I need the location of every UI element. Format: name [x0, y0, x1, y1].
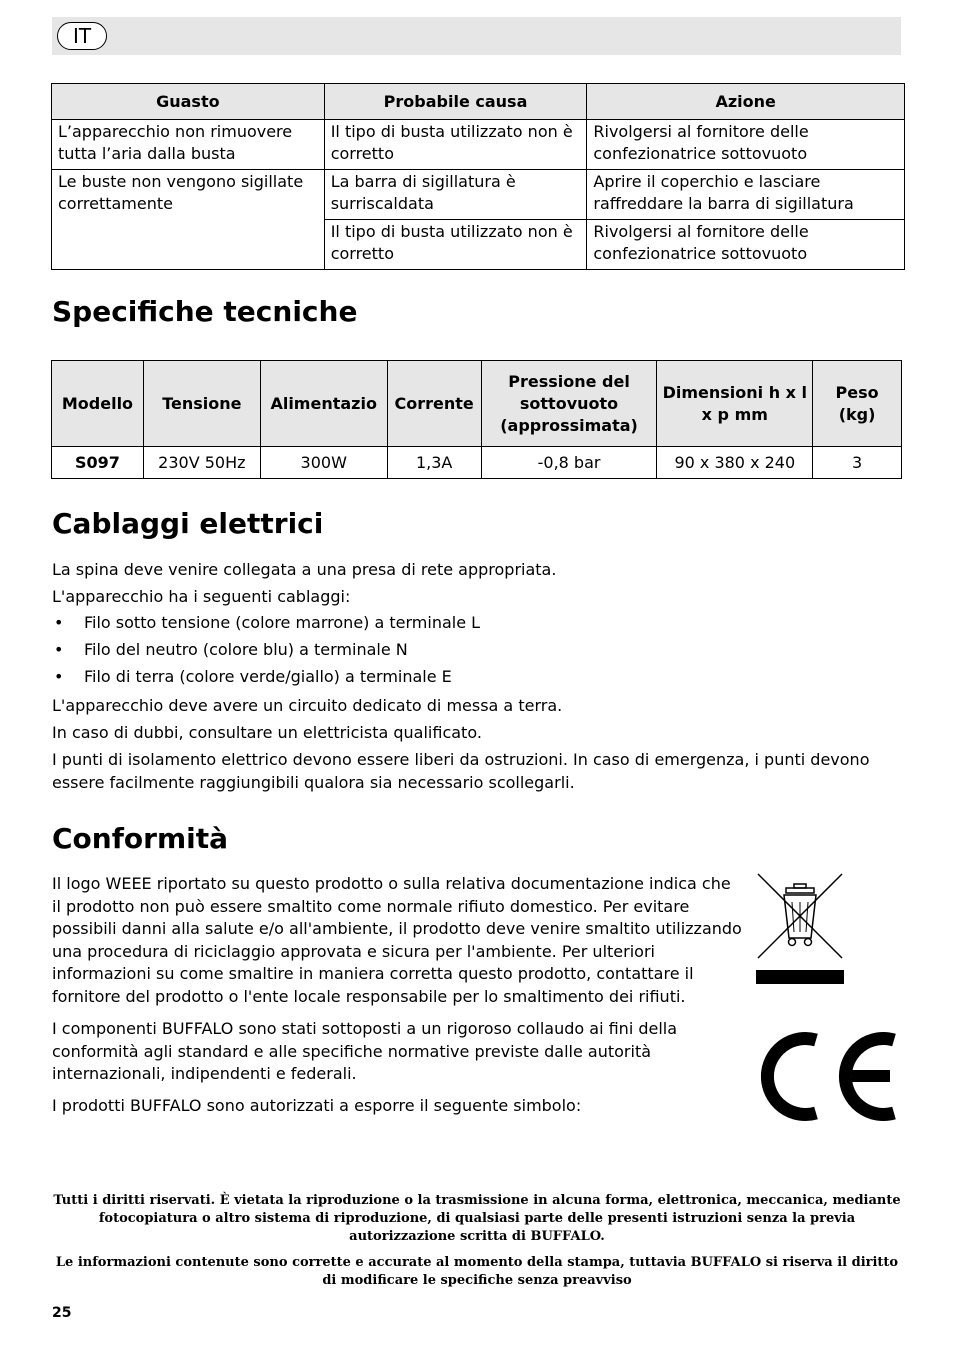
action-cell: Rivolgersi al fornitore delle confezionatrice sottovuoto — [587, 220, 905, 270]
wiring-paragraph-1: L'apparecchio deve avere un circuito dedicato di messa a terra. — [52, 696, 563, 715]
compliance-heading: Conformità — [52, 822, 228, 855]
weee-bin-icon — [756, 872, 844, 984]
table-header-row — [52, 361, 902, 447]
column-header-dimensions: Dimensioni h x l x p mm — [657, 361, 813, 447]
cause-cell: Il tipo di busta utilizzato non è corretto — [324, 120, 587, 170]
column-header-fault: Guasto — [52, 84, 325, 120]
ce-mark-icon — [754, 1030, 900, 1123]
list-item: • Filo di terra (colore verde/giallo) a terminale E — [52, 666, 480, 693]
footer-rights: Tutti i diritti riservati. È vietata la riproduzione o la trasmissione in alcuna forma, elettronica, meccanica, mediante fotocopiatura o altro sistema di riproduzione, di qualsiasi parte delle presenti istruzioni senza la previa autorizzazione scritta di BUFFALO. — [53, 1193, 901, 1244]
column-header-current: Corrente — [387, 361, 481, 447]
cause-cell: La barra di sigillatura è surriscaldata — [324, 170, 587, 220]
specs-heading: Specifiche tecniche — [52, 295, 358, 328]
specs-table — [51, 360, 902, 479]
column-header-pressure: Pressione del sottovuoto (approssimata) — [481, 361, 657, 447]
compliance-paragraph-3: I prodotti BUFFALO sono autorizzati a esporre il seguente simbolo: — [52, 1096, 582, 1115]
page-number: 25 — [52, 1305, 72, 1321]
table-row — [52, 447, 902, 479]
table-header-row — [52, 84, 905, 120]
current-cell: 1,3A — [387, 447, 481, 479]
weight-cell: 3 — [813, 447, 902, 479]
power-cell: 300W — [260, 447, 387, 479]
list-item: • Filo sotto tensione (colore marrone) a terminale L — [52, 612, 480, 639]
voltage-cell: 230V 50Hz — [143, 447, 260, 479]
column-header-action: Azione — [587, 84, 905, 120]
troubleshooting-table — [51, 83, 905, 270]
column-header-model: Modello — [52, 361, 144, 447]
column-header-cause: Probabile causa — [324, 84, 587, 120]
action-cell: Rivolgersi al fornitore delle confezionatrice sottovuoto — [587, 120, 905, 170]
compliance-paragraph-2: I componenti BUFFALO sono stati sottoposti a un rigoroso collaudo ai fini della conformità agli standard e alle specifiche normative previste dalle autorità internazionali, indipendenti e federali. — [52, 1019, 678, 1083]
model-cell: S097 — [52, 447, 144, 479]
wiring-intro-1: La spina deve venire collegata a una presa di rete appropriata. — [52, 560, 557, 579]
column-header-weight: Peso (kg) — [813, 361, 902, 447]
fault-cell: L’apparecchio non rimuovere tutta l’aria dalla busta — [52, 120, 325, 170]
language-badge: IT — [57, 22, 107, 50]
footer-info: Le informazioni contenute sono corrette e accurate al momento della stampa, tuttavia BUFFALO si riserva il diritto di modificare le specifiche senza preavviso — [55, 1255, 899, 1288]
fault-cell: Le buste non vengono sigillate correttamente — [52, 170, 325, 270]
pressure-cell: -0,8 bar — [481, 447, 657, 479]
table-row — [52, 120, 905, 170]
wiring-list — [52, 612, 480, 693]
list-item: • Filo del neutro (colore blu) a terminale N — [52, 639, 480, 666]
wiring-paragraph-3: I punti di isolamento elettrico devono essere liberi da ostruzioni. In caso di emergenza, i punti devono essere facilmente raggiungibili qualora sia necessario scollegarli. — [52, 750, 870, 792]
wiring-heading: Cablaggi elettrici — [52, 507, 324, 540]
action-cell: Aprire il coperchio e lasciare raffreddare la barra di sigillatura — [587, 170, 905, 220]
column-header-power: Alimentazio — [260, 361, 387, 447]
header-bar — [52, 17, 901, 55]
compliance-paragraph-1: Il logo WEEE riportato su questo prodotto o sulla relativa documentazione indica che il prodotto non può essere smaltito come normale rifiuto domestico. Per evitare possibili danni alla salute e/o all'ambiente, il prodotto deve venire smaltito utilizzando una procedura di riciclaggio approvata e sicura per l'ambiente. Per ulteriori informazioni su come smaltire in maniera corretta questo prodotto, contattare il fornitore del prodotto o l'ente locale responsabile per lo smaltimento dei rifiuti. — [52, 874, 742, 1006]
cause-cell: Il tipo di busta utilizzato non è corretto — [324, 220, 587, 270]
table-row — [52, 170, 905, 220]
wiring-intro-2: L'apparecchio ha i seguenti cablaggi: — [52, 587, 351, 606]
column-header-voltage: Tensione — [143, 361, 260, 447]
dimensions-cell: 90 x 380 x 240 — [657, 447, 813, 479]
wiring-paragraph-2: In caso di dubbi, consultare un elettricista qualificato. — [52, 723, 482, 742]
